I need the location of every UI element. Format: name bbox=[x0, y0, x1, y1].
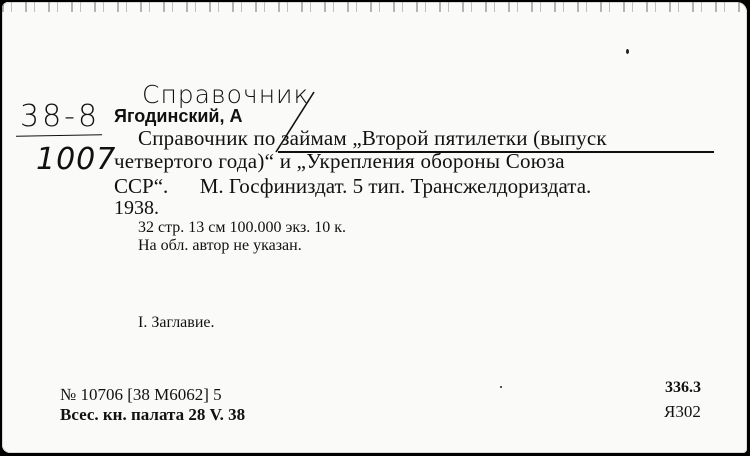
handwritten-subject: Справочник bbox=[142, 80, 310, 109]
author-heading: Ягодинский, А bbox=[114, 106, 243, 126]
scan-speck bbox=[626, 49, 629, 54]
record-number: № 10706 [38 М6062] 5 bbox=[60, 385, 222, 404]
scan-noise bbox=[2, 2, 747, 12]
handwritten-class-number: 38-8 bbox=[20, 99, 101, 134]
entry-tracing: I. Заглавие. bbox=[138, 314, 215, 331]
book-chamber: Всес. кн. палата 28 V. 38 bbox=[60, 405, 246, 424]
title-line: Справочник по займам „Второй пятилетки (выпуск bbox=[138, 126, 607, 150]
title-line: ССР“. М. Госфиниздат. 5 тип. Трансжелдориздата. bbox=[114, 174, 592, 198]
details-line: На обл. автор не указан. bbox=[138, 237, 302, 254]
author-mark: Я302 bbox=[664, 402, 701, 421]
details-line: 32 стр. 13 см 100.000 экз. 10 к. bbox=[138, 219, 347, 236]
title-line: 1938. bbox=[114, 197, 159, 219]
call-number-rule bbox=[16, 134, 102, 137]
catalog-card bbox=[2, 2, 747, 453]
handwritten-copy-number: 1007 bbox=[36, 142, 117, 177]
udc-code: 336.3 bbox=[665, 379, 701, 396]
title-line: четвертого года)“ и „Укрепления обороны Союза bbox=[114, 149, 565, 173]
scan-speck bbox=[500, 386, 502, 388]
